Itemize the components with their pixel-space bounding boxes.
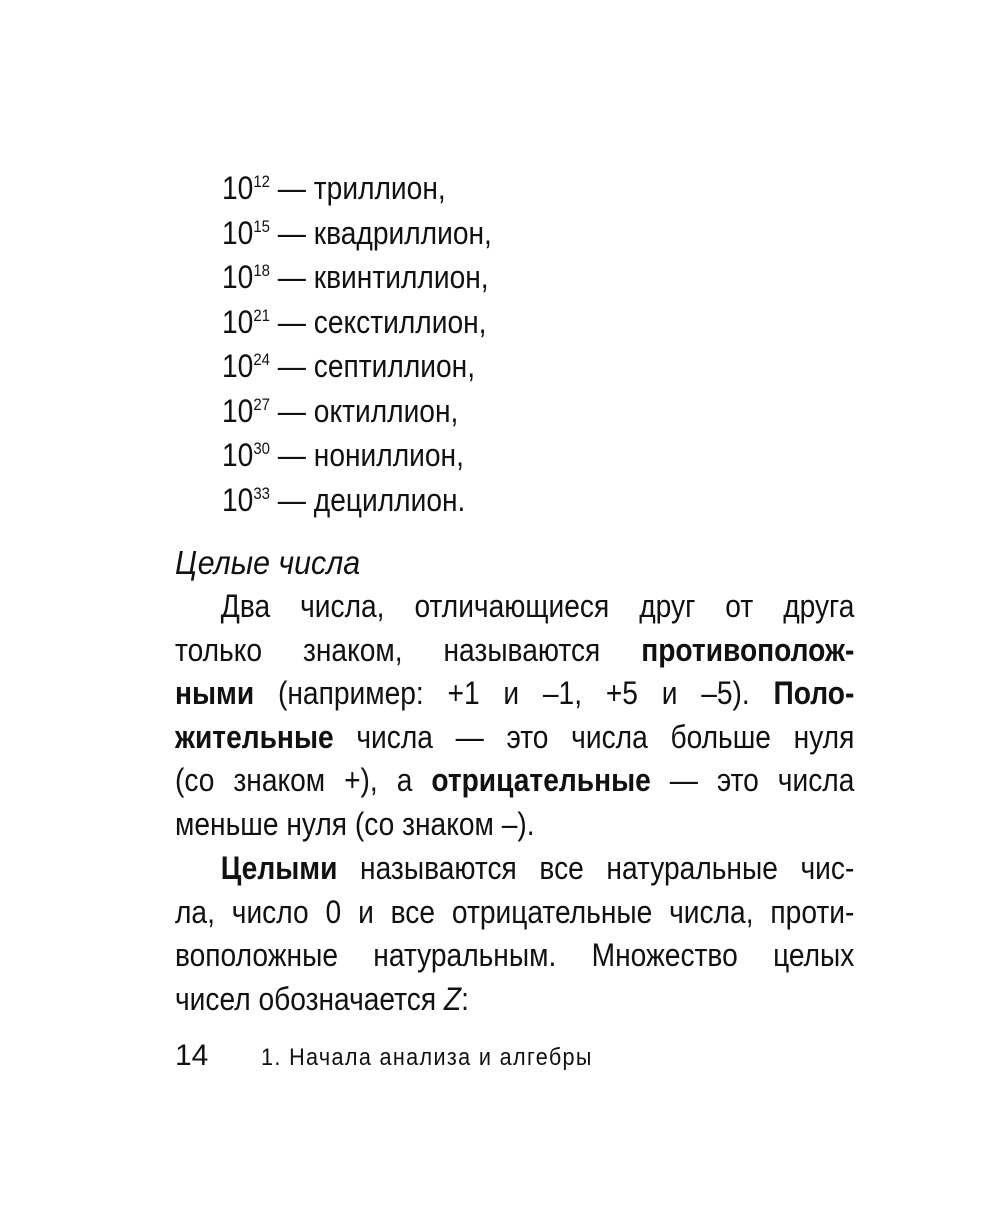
text-line	[175, 759, 854, 803]
power-row	[222, 389, 492, 434]
power-name: — триллион,	[277, 170, 446, 206]
power-base: 10	[222, 259, 254, 295]
text-line	[175, 891, 854, 935]
power-exponent: 18	[253, 261, 270, 280]
power-base: 10	[222, 303, 254, 340]
section-heading: Целые числа	[175, 544, 361, 581]
text-line	[175, 934, 854, 978]
power-row	[222, 433, 492, 478]
text-run: числа — это числа больше нуля	[333, 718, 855, 755]
text-run: чисел обозначается	[175, 980, 444, 1017]
power-exponent: 21	[253, 305, 270, 325]
text-run: — это числа	[650, 762, 855, 799]
term-opposite: противополож-	[641, 631, 855, 668]
text-line	[175, 672, 854, 716]
term-negative: отрицательные	[431, 762, 651, 799]
power-name: — дециллион.	[277, 481, 466, 518]
power-exponent: 15	[253, 216, 270, 236]
term-positive-cont: жительные	[175, 718, 334, 755]
text-line	[175, 629, 854, 673]
power-base: 10	[222, 392, 254, 429]
text-run: :	[461, 980, 469, 1017]
power-row	[222, 166, 492, 211]
power-base: 10	[222, 481, 254, 518]
text-line	[175, 716, 854, 760]
power-name: — секстиллион,	[277, 303, 487, 340]
text-run: только знаком, называются	[175, 631, 642, 668]
power-base: 10	[222, 348, 254, 384]
text-run: (со знаком +), а	[175, 762, 432, 799]
term-opposite-cont: ными	[175, 675, 255, 712]
paragraph-integers	[175, 847, 855, 1021]
power-exponent: 30	[253, 439, 270, 458]
text-run: Два числа, отличающиеся друг от друга	[220, 588, 855, 624]
power-base: 10	[222, 170, 254, 206]
text-run: ла, число 0 и все отрицательные числа, проти-	[175, 893, 855, 930]
power-row	[222, 211, 492, 256]
text-run: воположные натуральным. Множество целых	[175, 937, 855, 974]
text-run: меньше нуля (со знаком –).	[175, 805, 535, 842]
power-name: — квадриллион,	[277, 214, 492, 251]
power-name: — квинтиллион,	[277, 259, 489, 295]
power-row	[222, 300, 492, 345]
power-row	[222, 478, 492, 523]
text-line	[175, 803, 773, 847]
page-footer	[175, 1034, 630, 1078]
power-exponent: 33	[253, 483, 270, 503]
running-head: 1. Начала анализа и алгебры	[261, 1044, 593, 1071]
power-name: — септиллион,	[277, 348, 476, 384]
paragraph-opposite-numbers	[175, 585, 855, 847]
text-line	[175, 978, 773, 1022]
text-run: называются все натуральные чис-	[337, 850, 855, 886]
text-run: (например: +1 и –1, +5 и –5).	[254, 675, 774, 712]
power-name: — октиллион,	[277, 392, 459, 429]
set-symbol-z: Z	[443, 980, 462, 1017]
page-number: 14	[175, 1039, 209, 1072]
power-exponent: 24	[253, 350, 270, 369]
power-base: 10	[222, 214, 254, 251]
text-line	[175, 585, 854, 629]
power-row	[222, 344, 492, 389]
power-base: 10	[222, 437, 254, 473]
term-positive: Поло-	[773, 675, 855, 712]
power-exponent: 27	[253, 394, 270, 414]
text-line	[175, 847, 854, 891]
power-row	[222, 255, 492, 300]
power-exponent: 12	[253, 172, 270, 191]
powers-of-ten-list	[222, 166, 529, 522]
term-integers: Целыми	[220, 850, 338, 886]
power-name: — нониллион,	[277, 437, 464, 473]
